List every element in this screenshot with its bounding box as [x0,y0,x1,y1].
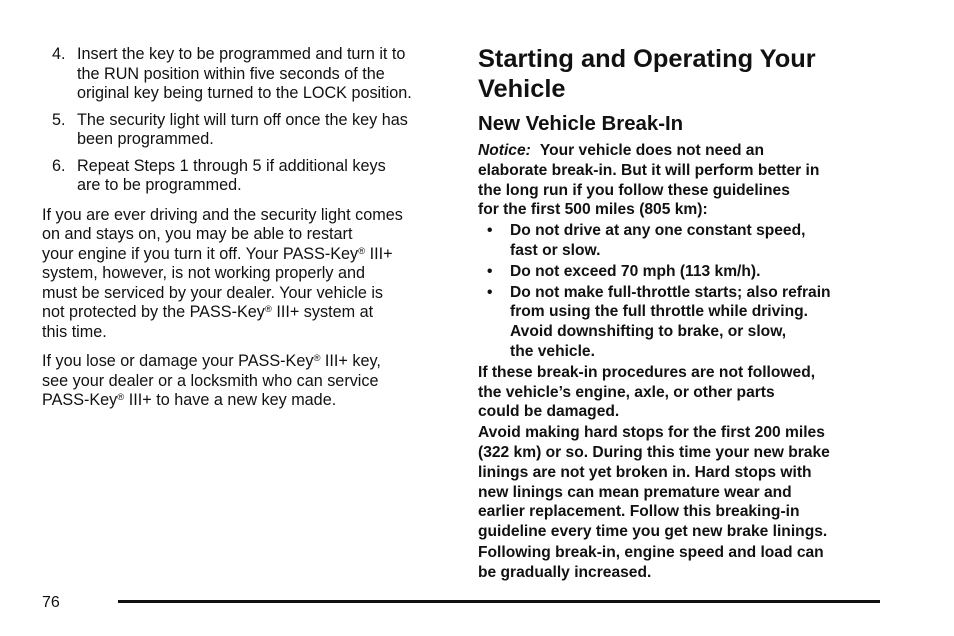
para-line: new linings can mean premature wear and [478,483,792,501]
text-run: III+ to have a new key made. [124,391,337,409]
para-line: earlier replacement. Follow this breaking-in [478,503,800,521]
registered-mark: ® [313,353,321,364]
para-line: the vehicle’s engine, axle, or other parts [478,383,775,401]
notice-label: Notice: [478,142,531,159]
bullet-line: Avoid downshifting to brake, or slow, [510,323,787,341]
text-run: Your vehicle does not need an [539,142,764,159]
step-4 [42,45,452,104]
step-line: been programmed. [77,130,214,148]
step-line: are to be programmed. [77,176,242,194]
step-line: Repeat Steps 1 through 5 if additional keys [77,156,386,175]
step-number: 6. [52,156,66,175]
bullet-line: Do not drive at any one constant speed, [510,222,806,240]
para-line [42,245,452,265]
text-run: III+ [365,244,393,263]
para-line: linings are not yet broken in. Hard stops with [478,463,812,481]
text-run: not protected by the PASS-Key [42,303,265,321]
bullet-item [478,283,898,362]
para-line: (322 km) or so. During this time your new brake [478,443,830,461]
bullet-line: Do not exceed 70 mph (113 km/h). [510,262,761,280]
bullet-line: fast or slow. [510,241,601,259]
notice-block [478,141,898,220]
para-line: on and stays on, you may be able to restart [42,225,353,243]
text-run: If you lose or damage your PASS-Key [42,352,314,370]
bullet-icon: • [487,283,493,301]
break-in-warning-paragraph [478,363,898,422]
left-column [42,45,452,420]
para-line: If these break-in procedures are not followed, [478,363,816,381]
para-line [42,352,452,372]
bullet-line: from using the full throttle while driving. [510,303,809,321]
registered-mark: ® [358,245,366,257]
para-line: If you are ever driving and the security light comes [42,205,403,224]
para-line: system, however, is not working properly and [42,264,365,282]
text-run: your engine if you turn it off. Your PASS-Key [42,244,359,263]
notice-line: the long run if you follow these guidelines [478,181,790,199]
bullet-line: Do not make full-throttle starts; also refrain [510,283,831,301]
lost-key-paragraph [42,352,452,411]
section-title [478,45,898,104]
after-break-in-paragraph [478,543,898,583]
para-line: Following break-in, engine speed and load can [478,543,824,561]
text-run: III+ key, [320,352,381,370]
bullet-icon: • [487,262,493,280]
text-run: III+ system at [271,303,374,321]
step-number: 5. [52,110,66,129]
bullet-list [478,221,898,362]
bullet-line: the vehicle. [510,342,595,360]
title-line: Starting and Operating Your [478,45,816,73]
registered-mark: ® [117,392,125,403]
step-6 [42,157,452,196]
para-line: must be serviced by your dealer. Your vehicle is [42,283,384,302]
registered-mark: ® [264,304,272,315]
step-line: original key being turned to the LOCK position. [77,84,412,102]
para-line [42,391,452,411]
step-line: the RUN position within five seconds of the [77,64,385,83]
para-line [42,303,452,323]
text-run: PASS-Key [42,391,118,409]
step-number: 4. [52,45,66,63]
para-line: could be damaged. [478,403,620,421]
page-number: 76 [42,594,60,611]
step-line: Insert the key to be programmed and turn it to [77,45,406,63]
bullet-item [478,221,898,261]
para-line: see your dealer or a locksmith who can service [42,371,379,390]
title-line: Vehicle [478,74,566,103]
bullet-item [478,262,898,282]
notice-line: elaborate break-in. But it will perform better in [478,161,820,179]
step-line: The security light will turn off once the key has [77,110,408,129]
subsection-title: New Vehicle Break-In [478,113,684,135]
footer-rule [118,600,880,603]
step-5 [42,111,452,150]
security-light-paragraph [42,206,452,343]
para-line: this time. [42,322,107,341]
notice-line: for the first 500 miles (805 km): [478,201,708,219]
para-line: Avoid making hard stops for the first 200 miles [478,424,825,442]
hard-stops-paragraph [478,423,898,542]
right-column [478,45,898,583]
para-line: be gradually increased. [478,563,652,581]
notice-line [478,141,898,161]
bullet-icon: • [487,222,493,240]
para-line: guideline every time you get new brake linings. [478,523,828,541]
